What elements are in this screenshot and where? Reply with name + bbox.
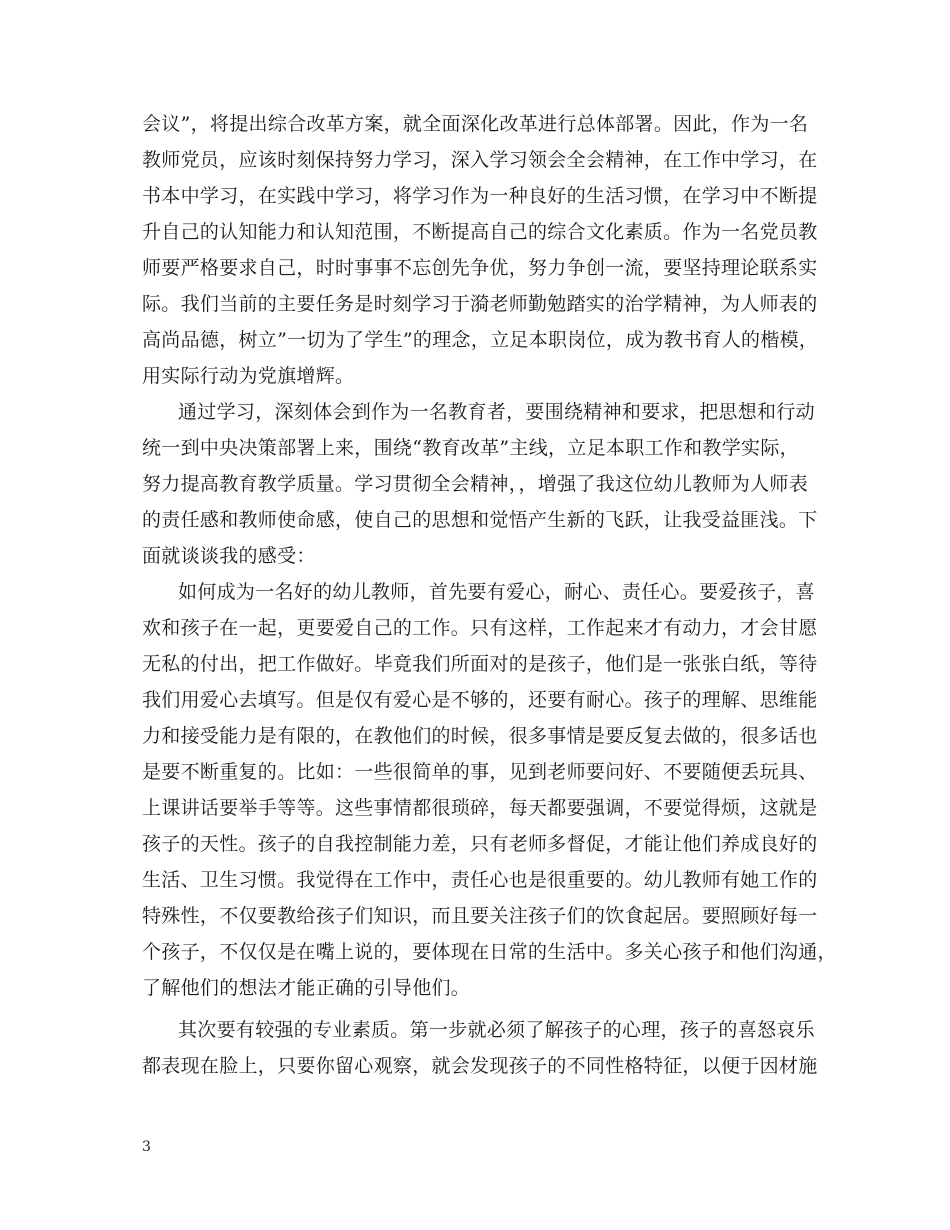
text-line: 上课讲话要举手等等。这些事情都很琐碎，每天都要强调，不要觉得烦，这就是: [142, 797, 818, 819]
text-line: 欢和孩子在一起，更要爱自己的工作。只有这样，工作起来才有动力，才会甘愿: [142, 617, 818, 639]
text-line: 个孩子，不仅仅是在嘴上说的，要体现在日常的生活中。多关心孩子和他们沟通，: [142, 941, 837, 963]
paragraph-first-line: 其次要有较强的专业素质。第一步就必须了解孩子的心理，孩子的喜怒哀乐: [178, 1019, 815, 1041]
text-line: 用实际行动为党旗增辉。: [142, 365, 355, 387]
paragraph-first-line: 如何成为一名好的幼儿教师，首先要有爱心，耐心、责任心。要爱孩子，喜: [178, 581, 815, 603]
text-line: 际。我们当前的主要任务是时刻学习于漪老师勤勉踏实的治学精神，为人师表的: [142, 293, 818, 315]
text-line: 升自己的认知能力和认知范围，不断提高自己的综合文化素质。作为一名党员教: [142, 221, 818, 243]
text-line: 孩子的天性。孩子的自我控制能力差，只有老师多督促，才能让他们养成良好的: [142, 833, 818, 855]
text-line: 高尚品德，树立”一切为了学生”的理念，立足本职岗位，成为教书育人的楷模，: [142, 329, 819, 351]
text-line: 我们用爱心去填写。但是仅有爱心是不够的，还要有耐心。孩子的理解、思维能: [142, 689, 818, 711]
text-line: 面就谈谈我的感受：: [142, 545, 316, 567]
text-line: 无私的付出，把工作做好。毕竟我们所面对的是孩子，他们是一张张白纸，等待: [142, 653, 818, 675]
text-line: 是要不断重复的。比如：一些很简单的事，见到老师要问好、不要随便丢玩具、: [142, 761, 818, 783]
text-line: 书本中学习，在实践中学习，将学习作为一种良好的生活习惯，在学习中不断提: [142, 185, 818, 207]
text-line: 统一到中央决策部署上来，围绕“教育改革”主线，立足本职工作和教学实际，: [142, 437, 799, 459]
text-line: 的责任感和教师使命感，使自己的思想和觉悟产生新的飞跃，让我受益匪浅。下: [142, 509, 818, 531]
paragraph-first-line: 通过学习，深刻体会到作为一名教育者，要围绕精神和要求，把思想和行动: [178, 401, 815, 423]
text-line: 会议”，将提出综合改革方案，就全面深化改革进行总体部署。因此，作为一名: [142, 113, 809, 135]
text-line: 生活、卫生习惯。我觉得在工作中，责任心也是很重要的。幼儿教师有她工作的: [142, 869, 818, 891]
text-line: 努力提高教育教学质量。学习贯彻全会精神，，增强了我这位幼儿教师为人师表: [142, 473, 809, 495]
text-line: 都表现在脸上，只要你留心观察，就会发现孩子的不同性格特征，以便于因材施: [142, 1055, 818, 1077]
text-line: 师要严格要求自己，时时事事不忘创先争优，努力争创一流，要坚持理论联系实: [142, 257, 818, 279]
text-line: 了解他们的想法才能正确的引导他们。: [142, 977, 471, 999]
text-line: 力和接受能力是有限的，在教他们的时候，很多事情是要反复去做的，很多话也: [142, 725, 818, 747]
text-line: 特殊性，不仅要教给孩子们知识，而且要关注孩子们的饮食起居。要照顾好每一: [142, 905, 818, 927]
text-line: 教师党员，应该时刻保持努力学习，深入学习领会全会精神，在工作中学习，在: [142, 149, 818, 171]
page-number: 3: [142, 1139, 151, 1155]
